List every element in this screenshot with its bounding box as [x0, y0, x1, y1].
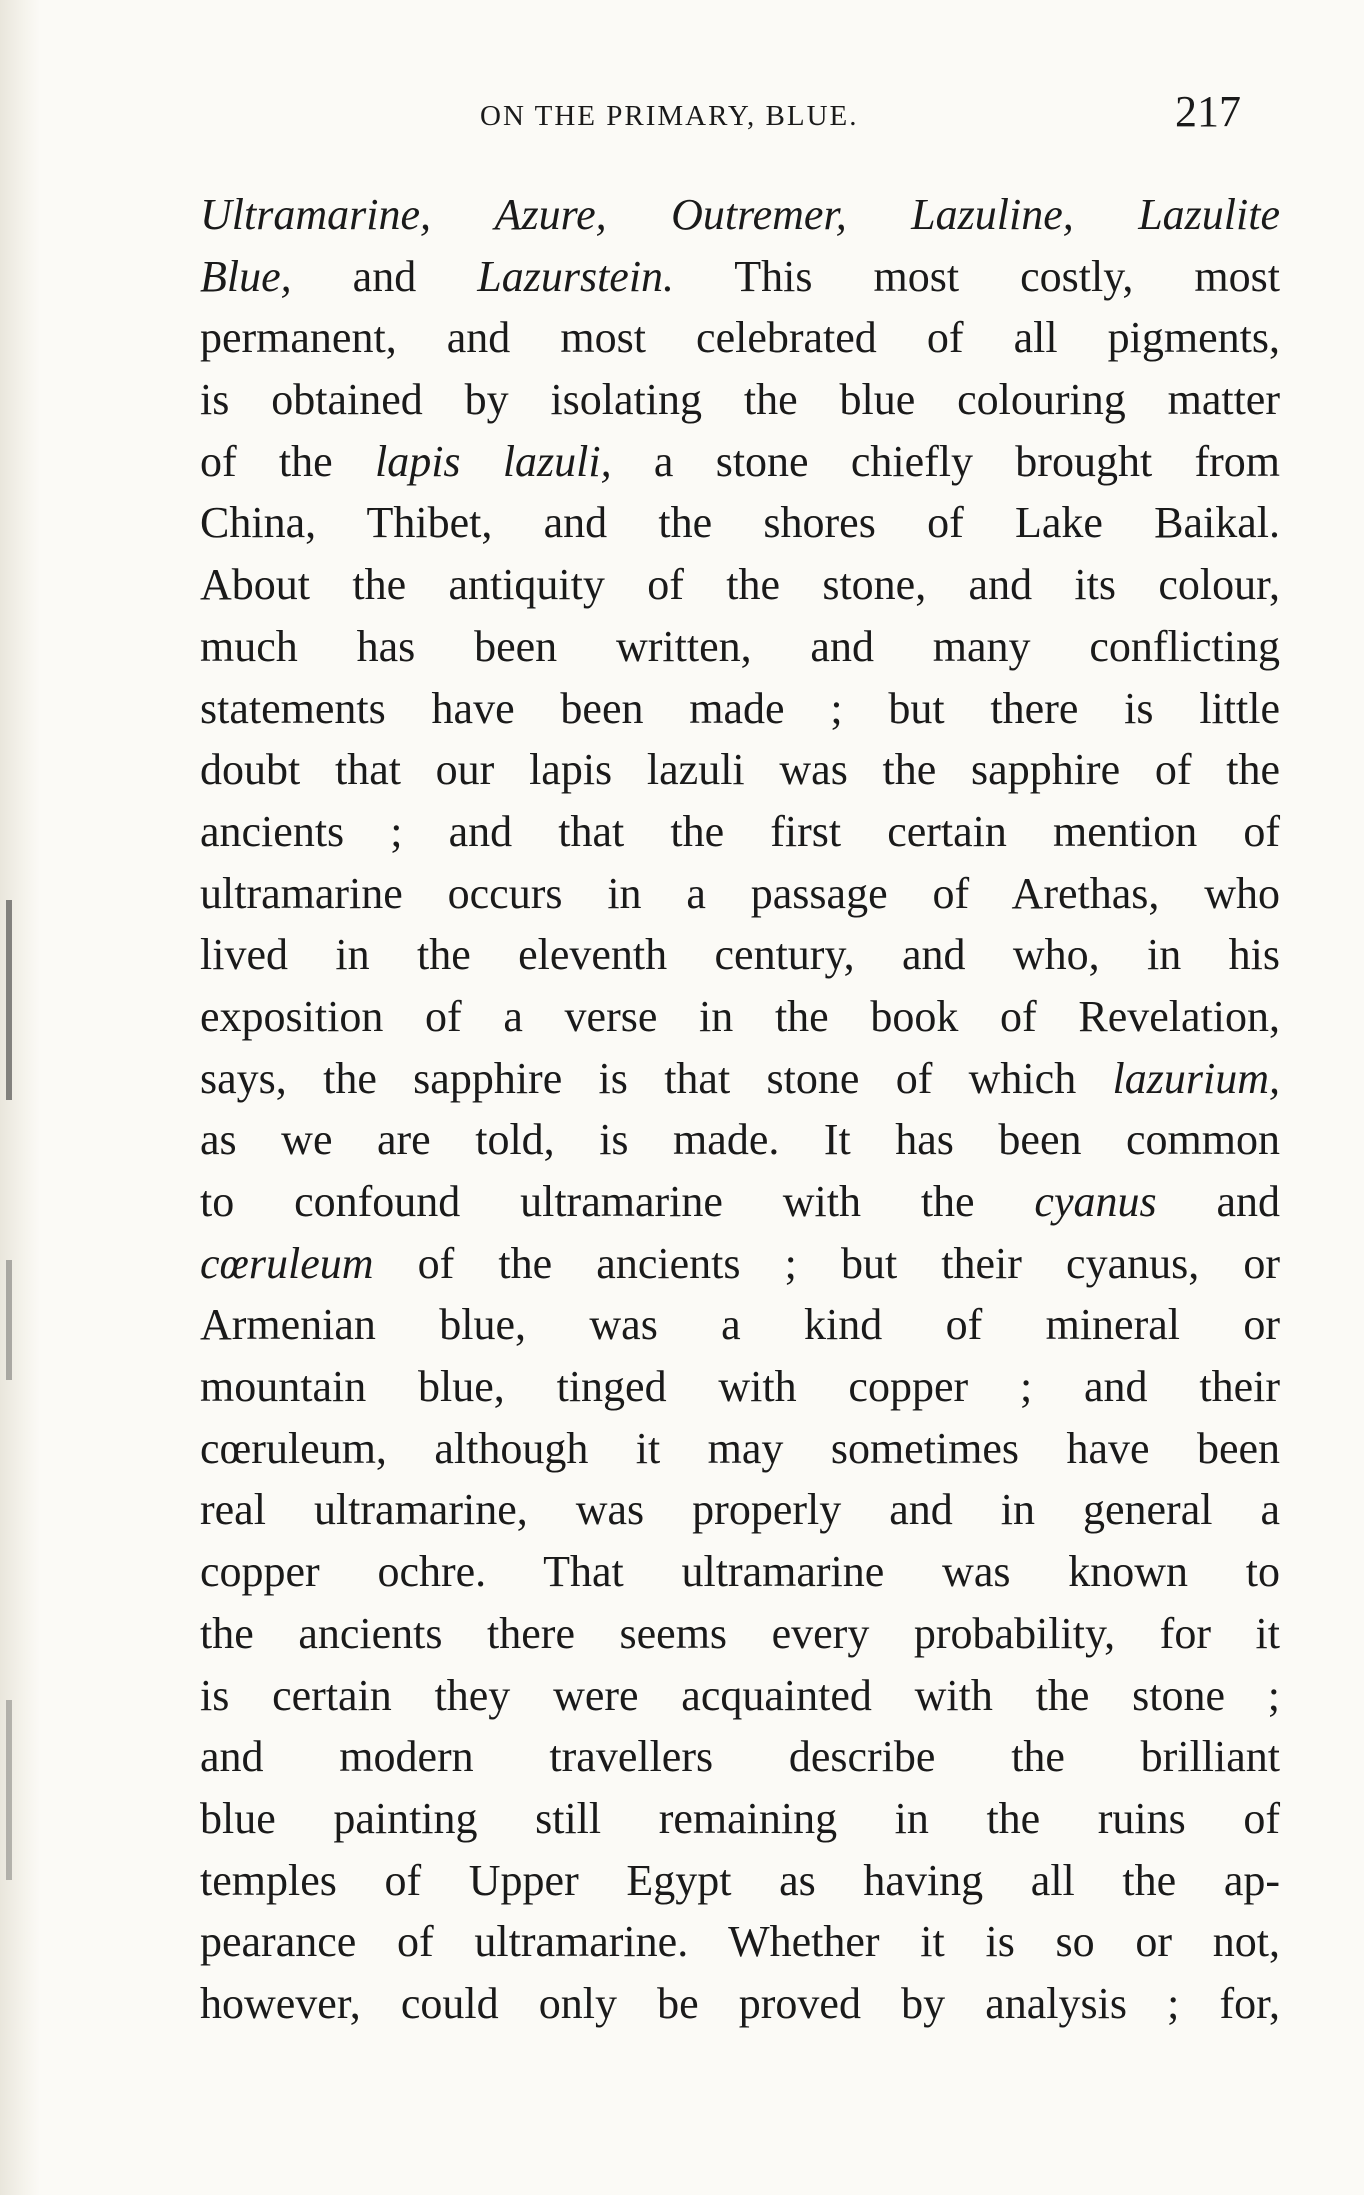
text-segment: exposition of a verse in the book of Revelation,	[200, 991, 1280, 1041]
italic-text-segment: lapis lazuli,	[374, 436, 612, 486]
italic-text-segment: Ultramarine, Azure, Outremer, Lazuline, Lazulite	[200, 190, 1280, 239]
text-line	[200, 924, 1280, 986]
running-head: ON THE PRIMARY, BLUE.	[480, 100, 859, 132]
text-segment: a stone chiefly brought from	[611, 436, 1280, 486]
text-segment: About the antiquity of the stone, and its colour,	[200, 560, 1280, 610]
gutter-mark	[6, 900, 12, 1100]
body-text	[200, 184, 1280, 2035]
text-segment: cœruleum, although it may sometimes have been	[200, 1423, 1280, 1473]
text-line	[200, 616, 1280, 678]
text-line	[200, 1726, 1280, 1788]
text-segment: copper ochre. That ultramarine was known to	[200, 1547, 1280, 1597]
text-line	[200, 307, 1280, 369]
text-line	[200, 1973, 1280, 2035]
text-line	[200, 678, 1280, 740]
text-line	[200, 184, 1280, 246]
text-line	[200, 431, 1280, 493]
text-segment: temples of Upper Egypt as having all the ap-	[200, 1855, 1280, 1905]
text-segment: lived in the eleventh century, and who, in his	[200, 930, 1280, 980]
text-segment: of the	[200, 436, 375, 486]
gutter-mark	[6, 1700, 12, 1880]
text-segment: doubt that our lapis lazuli was the sapphire of the	[200, 745, 1280, 795]
gutter-mark	[6, 1260, 12, 1380]
text-line	[200, 554, 1280, 616]
page-gutter-shadow	[0, 0, 40, 2195]
text-segment: is obtained by isolating the blue colouring matter	[200, 375, 1280, 425]
italic-text-segment: Blue,	[200, 251, 292, 301]
text-segment: and	[1156, 1177, 1280, 1226]
text-line	[200, 1171, 1280, 1233]
italic-text-segment: Lazurstein.	[477, 251, 675, 301]
italic-text-segment: cœruleum	[200, 1238, 374, 1288]
text-segment: real ultramarine, was properly and in general a	[200, 1485, 1280, 1535]
italic-text-segment: lazurium,	[1112, 1053, 1280, 1103]
text-segment: much has been written, and many conflicting	[200, 621, 1280, 671]
text-line	[200, 1603, 1280, 1665]
text-line	[200, 1850, 1280, 1912]
text-segment: as we are told, is made. It has been common	[200, 1115, 1280, 1165]
text-segment: ancients ; and that the first certain mention of	[200, 806, 1280, 856]
text-line	[200, 1541, 1280, 1603]
text-segment: to confound ultramarine with the	[200, 1177, 1035, 1226]
text-segment: permanent, and most celebrated of all pigments,	[200, 313, 1280, 363]
text-line	[200, 246, 1280, 308]
text-line	[200, 739, 1280, 801]
text-segment: the ancients there seems every probability, for it	[200, 1608, 1280, 1658]
text-line	[200, 1048, 1280, 1110]
text-segment: Armenian blue, was a kind of mineral or	[200, 1300, 1280, 1350]
italic-text-segment: cyanus	[1034, 1177, 1157, 1226]
text-line	[200, 1294, 1280, 1356]
text-segment: mountain blue, tinged with copper ; and their	[200, 1362, 1280, 1412]
text-segment: ultramarine occurs in a passage of Arethas, who	[200, 868, 1280, 918]
text-segment: is certain they were acquainted with the stone ;	[200, 1670, 1280, 1720]
text-segment: statements have been made ; but there is little	[200, 683, 1280, 733]
text-line	[200, 801, 1280, 863]
text-segment: and	[291, 251, 478, 301]
text-segment: China, Thibet, and the shores of Lake Baikal.	[200, 498, 1280, 548]
text-line	[200, 986, 1280, 1048]
text-line	[200, 492, 1280, 554]
text-line	[200, 1233, 1280, 1295]
text-line	[200, 1788, 1280, 1850]
text-line	[200, 1356, 1280, 1418]
text-segment: blue painting still remaining in the ruins of	[200, 1793, 1280, 1843]
text-line	[200, 863, 1280, 925]
text-line	[200, 1109, 1280, 1171]
text-line	[200, 1418, 1280, 1480]
text-line	[200, 369, 1280, 431]
page-number: 217	[1175, 87, 1241, 136]
text-segment: pearance of ultramarine. Whether it is so or not,	[200, 1917, 1280, 1967]
text-line	[200, 1479, 1280, 1541]
text-segment: This most costly, most	[674, 251, 1280, 301]
text-segment: says, the sapphire is that stone of which	[200, 1053, 1113, 1103]
text-line	[200, 1911, 1280, 1973]
text-segment: and modern travellers describe the brilliant	[200, 1732, 1280, 1782]
text-segment: however, could only be proved by analysis ; for,	[200, 1978, 1280, 2028]
text-line	[200, 1665, 1280, 1727]
text-segment: of the ancients ; but their cyanus, or	[373, 1238, 1280, 1288]
